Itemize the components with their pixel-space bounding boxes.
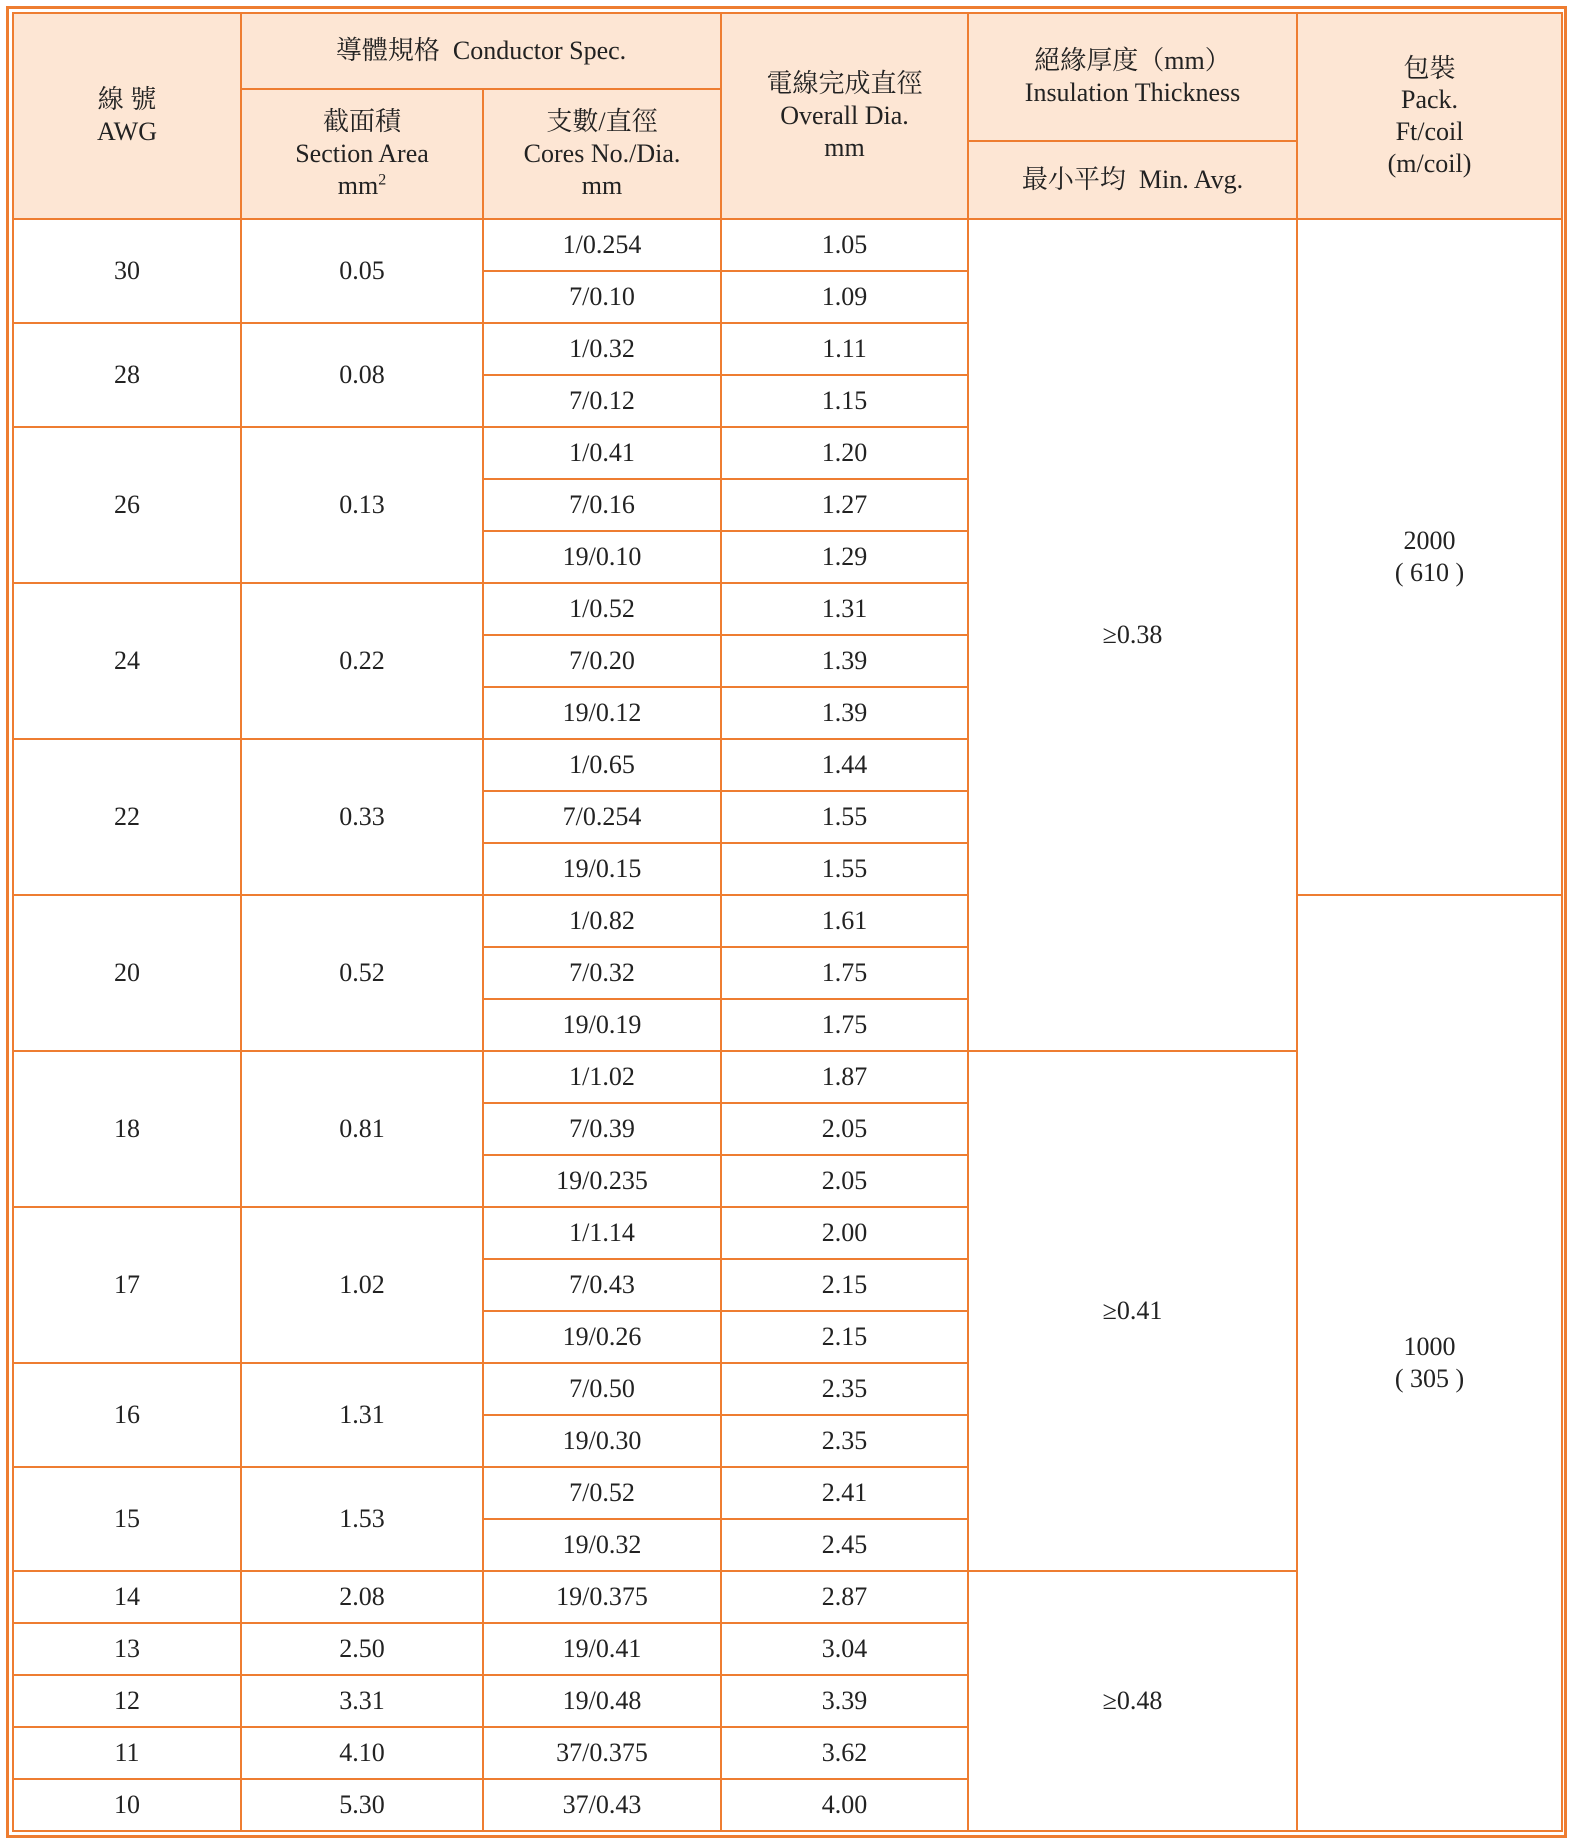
cores-dia-cell: 1/0.52 [483, 583, 721, 635]
insulation-min-avg-cell: ≥0.48 [968, 1571, 1297, 1831]
cores-dia-cell: 1/0.82 [483, 895, 721, 947]
awg-cell: 16 [13, 1363, 241, 1467]
section-area-cell: 0.08 [241, 323, 483, 427]
section-area-cell: 0.81 [241, 1051, 483, 1207]
overall-dia-cell: 1.05 [721, 219, 968, 271]
header-pack: 包裝 Pack. Ft/coil (m/coil) [1297, 13, 1562, 219]
awg-cell: 17 [13, 1207, 241, 1363]
overall-dia-cell: 1.27 [721, 479, 968, 531]
overall-dia-cell: 1.55 [721, 791, 968, 843]
cores-dia-cell: 7/0.254 [483, 791, 721, 843]
header-insulation-thickness: 絕緣厚度（mm） Insulation Thickness [968, 13, 1297, 141]
overall-dia-cell: 1.09 [721, 271, 968, 323]
overall-dia-cell: 1.55 [721, 843, 968, 895]
cores-dia-cell: 1/0.32 [483, 323, 721, 375]
pack-ft-value: 2000 [1403, 526, 1456, 556]
overall-dia-cell: 2.41 [721, 1467, 968, 1519]
awg-cell: 14 [13, 1571, 241, 1623]
overall-dia-cell: 2.45 [721, 1519, 968, 1571]
overall-dia-cell: 2.15 [721, 1259, 968, 1311]
section-area-cell: 1.53 [241, 1467, 483, 1571]
overall-dia-cell: 1.29 [721, 531, 968, 583]
section-area-cell: 4.10 [241, 1727, 483, 1779]
section-area-cell: 2.50 [241, 1623, 483, 1675]
cores-dia-cell: 19/0.10 [483, 531, 721, 583]
header-cores-dia: 支數/直徑 Cores No./Dia. mm [483, 89, 721, 219]
overall-dia-cell: 1.20 [721, 427, 968, 479]
overall-dia-cell: 1.39 [721, 635, 968, 687]
cores-dia-cell: 37/0.43 [483, 1779, 721, 1831]
cores-dia-cell: 7/0.39 [483, 1103, 721, 1155]
overall-dia-cell: 1.87 [721, 1051, 968, 1103]
overall-dia-cell: 3.39 [721, 1675, 968, 1727]
overall-dia-cell: 1.61 [721, 895, 968, 947]
cores-dia-cell: 7/0.10 [483, 271, 721, 323]
cores-dia-cell: 7/0.20 [483, 635, 721, 687]
section-area-cell: 0.05 [241, 219, 483, 323]
cores-dia-cell: 1/1.02 [483, 1051, 721, 1103]
cores-dia-cell: 7/0.16 [483, 479, 721, 531]
cores-dia-cell: 1/0.41 [483, 427, 721, 479]
overall-dia-cell: 1.75 [721, 999, 968, 1051]
cores-dia-cell: 19/0.15 [483, 843, 721, 895]
overall-dia-cell: 1.39 [721, 687, 968, 739]
overall-dia-cell: 1.15 [721, 375, 968, 427]
section-area-cell: 0.22 [241, 583, 483, 739]
section-area-cell: 0.52 [241, 895, 483, 1051]
insulation-min-avg-cell: ≥0.41 [968, 1051, 1297, 1571]
overall-dia-cell: 2.05 [721, 1103, 968, 1155]
section-area-cell: 2.08 [241, 1571, 483, 1623]
awg-cell: 30 [13, 219, 241, 323]
spec-table-frame [6, 6, 1567, 1838]
awg-cell: 22 [13, 739, 241, 895]
overall-dia-cell: 1.75 [721, 947, 968, 999]
header-min-avg: 最小平均 Min. Avg. [968, 141, 1297, 219]
header-section-area: 截面積 Section Area $mm^2$ [241, 89, 483, 219]
wire-spec-table [12, 12, 1563, 1832]
awg-cell: 26 [13, 427, 241, 583]
pack-m-value: ( 610 ) [1394, 558, 1465, 587]
table-row [13, 219, 1562, 271]
awg-cell: 28 [13, 323, 241, 427]
overall-dia-cell: 2.00 [721, 1207, 968, 1259]
cores-dia-cell: 1/0.65 [483, 739, 721, 791]
table-body [13, 219, 1562, 1831]
overall-dia-cell: 2.15 [721, 1311, 968, 1363]
cores-dia-cell: 19/0.375 [483, 1571, 721, 1623]
header-overall-dia: 電線完成直徑 Overall Dia. mm [721, 13, 968, 219]
pack-m-value: ( 305 ) [1394, 1364, 1465, 1393]
section-area-cell: 0.13 [241, 427, 483, 583]
section-area-cell: 1.02 [241, 1207, 483, 1363]
overall-dia-cell: 3.04 [721, 1623, 968, 1675]
cores-dia-cell: 19/0.12 [483, 687, 721, 739]
awg-cell: 15 [13, 1467, 241, 1571]
awg-cell: 12 [13, 1675, 241, 1727]
overall-dia-cell: 4.00 [721, 1779, 968, 1831]
cores-dia-cell: 19/0.235 [483, 1155, 721, 1207]
cores-dia-cell: 37/0.375 [483, 1727, 721, 1779]
section-area-cell: 0.33 [241, 739, 483, 895]
section-area-cell: 5.30 [241, 1779, 483, 1831]
awg-cell: 10 [13, 1779, 241, 1831]
overall-dia-cell: 1.11 [721, 323, 968, 375]
awg-cell: 20 [13, 895, 241, 1051]
cores-dia-cell: 19/0.26 [483, 1311, 721, 1363]
pack-cell [1297, 895, 1562, 1831]
awg-cell: 24 [13, 583, 241, 739]
overall-dia-cell: 2.05 [721, 1155, 968, 1207]
overall-dia-cell: 3.62 [721, 1727, 968, 1779]
overall-dia-cell: 2.35 [721, 1415, 968, 1467]
section-area-cell: 1.31 [241, 1363, 483, 1467]
overall-dia-cell: 2.87 [721, 1571, 968, 1623]
awg-cell: 11 [13, 1727, 241, 1779]
insulation-min-avg-cell: ≥0.38 [968, 219, 1297, 1051]
cores-dia-cell: 19/0.19 [483, 999, 721, 1051]
header-conductor-spec: 導體規格 Conductor Spec. [241, 13, 721, 89]
overall-dia-cell: 2.35 [721, 1363, 968, 1415]
overall-dia-cell: 1.44 [721, 739, 968, 791]
cores-dia-cell: 7/0.32 [483, 947, 721, 999]
awg-cell: 13 [13, 1623, 241, 1675]
cores-dia-cell: 19/0.48 [483, 1675, 721, 1727]
cores-dia-cell: 1/1.14 [483, 1207, 721, 1259]
cores-dia-cell: 1/0.254 [483, 219, 721, 271]
section-area-cell: 3.31 [241, 1675, 483, 1727]
awg-cell: 18 [13, 1051, 241, 1207]
cores-dia-cell: 7/0.50 [483, 1363, 721, 1415]
cores-dia-cell: 19/0.30 [483, 1415, 721, 1467]
pack-cell [1297, 219, 1562, 895]
cores-dia-cell: 7/0.12 [483, 375, 721, 427]
overall-dia-cell: 1.31 [721, 583, 968, 635]
cores-dia-cell: 7/0.52 [483, 1467, 721, 1519]
pack-ft-value: 1000 [1403, 1332, 1456, 1362]
header-awg: 線 號 AWG [13, 13, 241, 219]
cores-dia-cell: 19/0.41 [483, 1623, 721, 1675]
table-row [13, 895, 1562, 947]
cores-dia-cell: 19/0.32 [483, 1519, 721, 1571]
cores-dia-cell: 7/0.43 [483, 1259, 721, 1311]
